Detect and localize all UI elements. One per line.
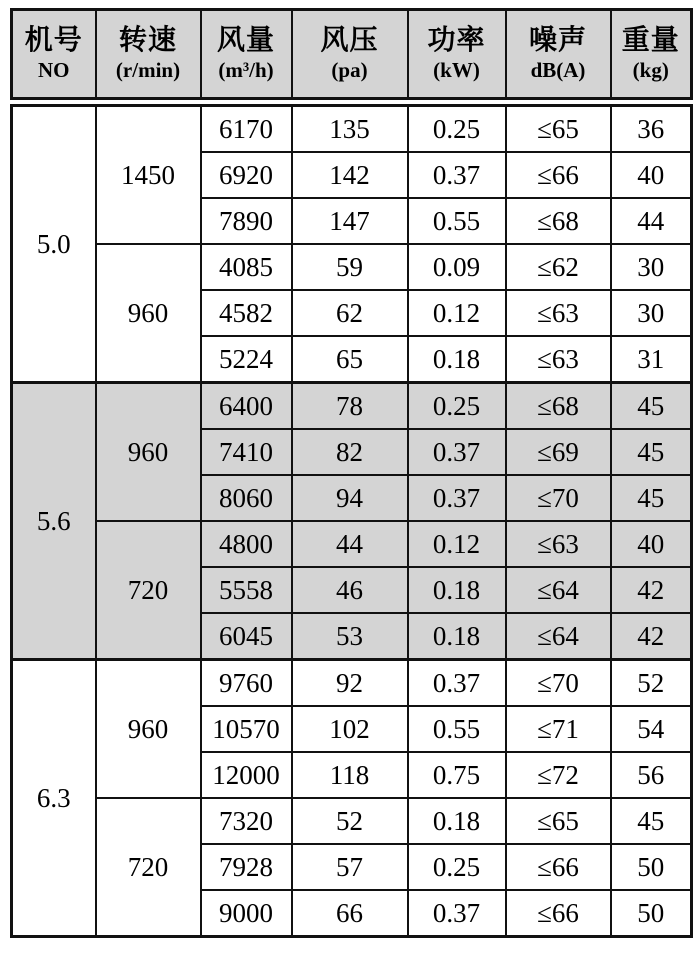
cell-airflow: 7928 — [201, 844, 292, 890]
cell-power: 0.75 — [408, 752, 506, 798]
cell-airflow: 8060 — [201, 475, 292, 521]
cell-noise: ≤66 — [506, 844, 611, 890]
cell-pressure: 135 — [292, 106, 408, 153]
cell-weight: 30 — [611, 290, 692, 336]
cell-airflow: 12000 — [201, 752, 292, 798]
cell-weight: 42 — [611, 613, 692, 660]
col-unit-weight: (kg) — [632, 58, 669, 82]
col-unit-power: (kW) — [433, 58, 480, 82]
cell-power: 0.18 — [408, 613, 506, 660]
col-header-pressure — [292, 10, 408, 99]
cell-power: 0.09 — [408, 244, 506, 290]
cell-pressure: 82 — [292, 429, 408, 475]
table-row — [12, 106, 692, 153]
cell-noise: ≤63 — [506, 521, 611, 567]
col-title-weight: 重量 — [621, 25, 680, 56]
cell-pressure: 59 — [292, 244, 408, 290]
cell-airflow: 6400 — [201, 383, 292, 430]
cell-speed: 960 — [96, 244, 201, 383]
cell-power: 0.12 — [408, 290, 506, 336]
col-header-machine-no — [12, 10, 96, 99]
col-unit-noise: dB(A) — [530, 58, 586, 82]
cell-power: 0.12 — [408, 521, 506, 567]
spec-table-body — [10, 104, 693, 938]
cell-noise: ≤63 — [506, 336, 611, 383]
cell-speed: 960 — [96, 383, 201, 522]
cell-speed: 720 — [96, 798, 201, 937]
col-title-speed: 转速 — [118, 25, 177, 56]
cell-noise: ≤63 — [506, 290, 611, 336]
cell-airflow: 9760 — [201, 660, 292, 707]
cell-noise: ≤68 — [506, 198, 611, 244]
cell-noise: ≤70 — [506, 475, 611, 521]
table-row — [12, 660, 692, 707]
cell-airflow: 7320 — [201, 798, 292, 844]
cell-noise: ≤64 — [506, 613, 611, 660]
cell-pressure: 62 — [292, 290, 408, 336]
cell-weight: 45 — [611, 475, 692, 521]
cell-pressure: 78 — [292, 383, 408, 430]
cell-pressure: 53 — [292, 613, 408, 660]
col-title-airflow: 风量 — [216, 25, 275, 56]
cell-speed: 720 — [96, 521, 201, 660]
cell-power: 0.37 — [408, 429, 506, 475]
cell-noise: ≤69 — [506, 429, 611, 475]
cell-power: 0.25 — [408, 844, 506, 890]
cell-weight: 50 — [611, 890, 692, 937]
cell-power: 0.25 — [408, 106, 506, 153]
cell-airflow: 4582 — [201, 290, 292, 336]
cell-airflow: 7410 — [201, 429, 292, 475]
header-row — [12, 10, 692, 99]
cell-airflow: 6045 — [201, 613, 292, 660]
table-row — [12, 798, 692, 844]
col-title-power: 功率 — [427, 25, 486, 56]
cell-noise: ≤66 — [506, 152, 611, 198]
cell-weight: 45 — [611, 798, 692, 844]
cell-noise: ≤66 — [506, 890, 611, 937]
col-title-noise: 噪声 — [528, 25, 587, 56]
cell-pressure: 147 — [292, 198, 408, 244]
col-header-airflow — [201, 10, 292, 99]
cell-pressure: 118 — [292, 752, 408, 798]
col-unit-machine-no: NO — [38, 58, 70, 82]
cell-airflow: 5224 — [201, 336, 292, 383]
cell-weight: 44 — [611, 198, 692, 244]
cell-pressure: 92 — [292, 660, 408, 707]
cell-weight: 45 — [611, 429, 692, 475]
col-title-pressure: 风压 — [320, 25, 379, 56]
cell-weight: 31 — [611, 336, 692, 383]
cell-power: 0.55 — [408, 198, 506, 244]
cell-pressure: 57 — [292, 844, 408, 890]
cell-noise: ≤71 — [506, 706, 611, 752]
cell-pressure: 65 — [292, 336, 408, 383]
cell-weight: 30 — [611, 244, 692, 290]
cell-weight: 54 — [611, 706, 692, 752]
cell-airflow: 5558 — [201, 567, 292, 613]
spec-table-header — [10, 8, 693, 100]
col-header-noise — [506, 10, 611, 99]
cell-pressure: 66 — [292, 890, 408, 937]
cell-power: 0.37 — [408, 660, 506, 707]
cell-pressure: 102 — [292, 706, 408, 752]
col-unit-speed: (r/min) — [115, 58, 181, 82]
cell-machine-no: 6.3 — [12, 660, 96, 937]
spec-table-sheet — [10, 8, 690, 938]
cell-noise: ≤68 — [506, 383, 611, 430]
cell-weight: 42 — [611, 567, 692, 613]
cell-airflow: 6920 — [201, 152, 292, 198]
cell-weight: 56 — [611, 752, 692, 798]
cell-pressure: 44 — [292, 521, 408, 567]
cell-weight: 40 — [611, 521, 692, 567]
cell-airflow: 4800 — [201, 521, 292, 567]
cell-weight: 52 — [611, 660, 692, 707]
cell-noise: ≤72 — [506, 752, 611, 798]
col-header-weight — [611, 10, 692, 99]
cell-power: 0.25 — [408, 383, 506, 430]
cell-power: 0.55 — [408, 706, 506, 752]
col-unit-airflow: (m³/h) — [218, 58, 274, 82]
col-header-speed — [96, 10, 201, 99]
cell-power: 0.37 — [408, 475, 506, 521]
cell-pressure: 94 — [292, 475, 408, 521]
cell-speed: 960 — [96, 660, 201, 799]
cell-pressure: 52 — [292, 798, 408, 844]
cell-machine-no: 5.6 — [12, 383, 96, 660]
cell-pressure: 46 — [292, 567, 408, 613]
cell-airflow: 9000 — [201, 890, 292, 937]
cell-weight: 45 — [611, 383, 692, 430]
cell-noise: ≤65 — [506, 798, 611, 844]
cell-pressure: 142 — [292, 152, 408, 198]
cell-power: 0.18 — [408, 798, 506, 844]
cell-airflow: 6170 — [201, 106, 292, 153]
cell-airflow: 10570 — [201, 706, 292, 752]
table-row — [12, 244, 692, 290]
cell-power: 0.18 — [408, 567, 506, 613]
col-header-power — [408, 10, 506, 99]
cell-speed: 1450 — [96, 106, 201, 245]
cell-airflow: 7890 — [201, 198, 292, 244]
table-row — [12, 383, 692, 430]
cell-noise: ≤62 — [506, 244, 611, 290]
cell-noise: ≤65 — [506, 106, 611, 153]
cell-power: 0.37 — [408, 890, 506, 937]
col-unit-pressure: (pa) — [331, 58, 368, 82]
cell-weight: 40 — [611, 152, 692, 198]
cell-airflow: 4085 — [201, 244, 292, 290]
cell-power: 0.18 — [408, 336, 506, 383]
cell-machine-no: 5.0 — [12, 106, 96, 383]
col-title-machine-no: 机号 — [24, 25, 83, 56]
cell-weight: 50 — [611, 844, 692, 890]
cell-noise: ≤70 — [506, 660, 611, 707]
cell-power: 0.37 — [408, 152, 506, 198]
cell-weight: 36 — [611, 106, 692, 153]
table-row — [12, 521, 692, 567]
cell-noise: ≤64 — [506, 567, 611, 613]
